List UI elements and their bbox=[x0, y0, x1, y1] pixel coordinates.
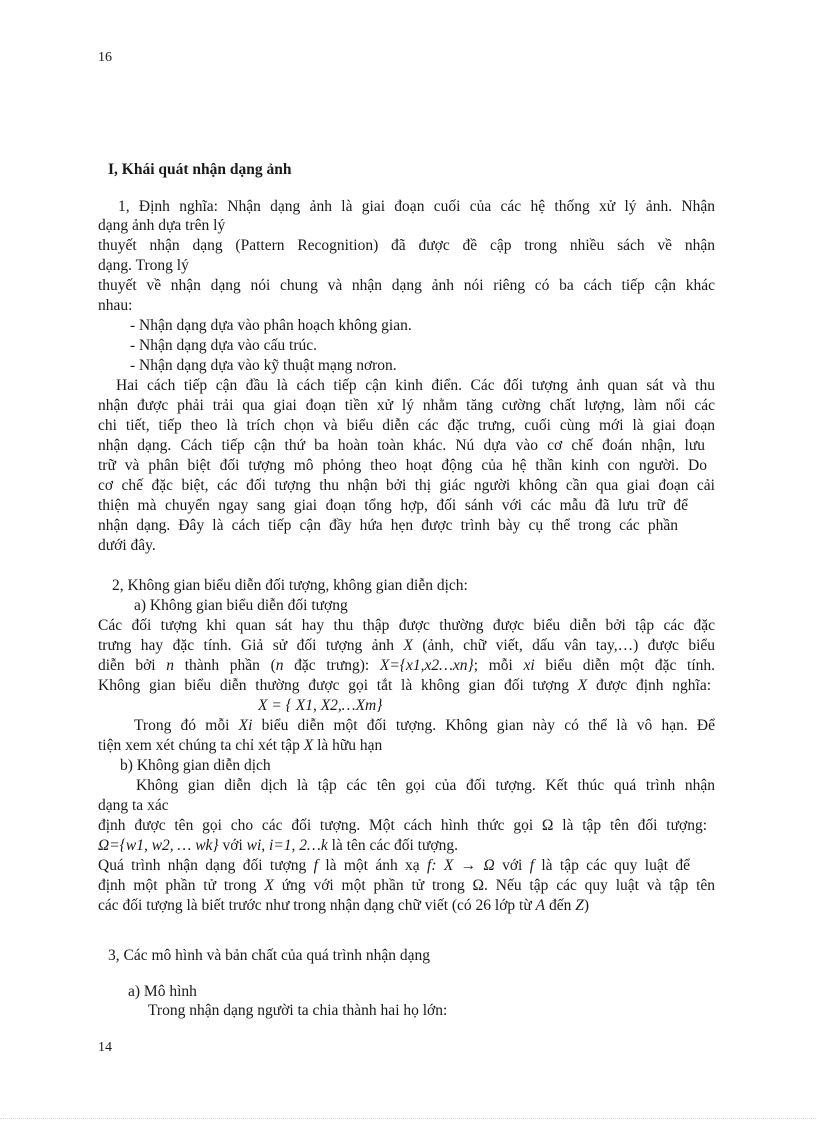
paragraph-line: các đối tượng là biết trước như trong nhận dạng chữ viết (có 26 lớp từ A đến Z) bbox=[98, 897, 590, 914]
definition-line-1: 1, Định nghĩa: Nhận dạng ảnh là giai đoạn cuối của các hệ thống xử lý ảnh. Nhận bbox=[118, 198, 715, 215]
paragraph-line: dưới đây. bbox=[98, 537, 156, 554]
subsection-heading: 3, Các mô hình và bản chất của quá trình nhận dạng bbox=[108, 947, 430, 964]
subsection-heading: 2, Không gian biểu diễn đối tượng, không gian diễn dịch: bbox=[112, 577, 468, 594]
paragraph-line: thiện mà chuyển ngay sang giai đoạn tổng hợp, đối sánh với các mẫu đã lưu trữ để bbox=[98, 497, 688, 514]
paragraph-line: trưng hay đặc tính. Giả sử đối tượng ảnh X (ảnh, chữ viết, dấu vân tay,…) được biểu bbox=[98, 637, 715, 654]
paragraph-line: nhận dạng. Cách tiếp cận thứ ba hoàn toàn khác. Nú dựa vào cơ chế đoán nhận, lưu bbox=[98, 437, 705, 454]
paragraph-line: diễn bởi n thành phần (n đặc trưng): X={x1,x2…xn}; mỗi xi biểu diễn một đặc tính. bbox=[98, 657, 715, 674]
paragraph-line: nhận được phải trải qua giai đoạn tiền xử lý nhằm tăng cường chất lượng, làm nổi các bbox=[98, 397, 715, 414]
section-heading: I, Khái quát nhận dạng ảnh bbox=[108, 161, 292, 178]
page-bottom-divider bbox=[0, 1118, 816, 1119]
bullet-item: - Nhận dạng dựa vào kỹ thuật mạng nơron. bbox=[130, 357, 397, 374]
subsection-b-heading: b) Không gian diễn dịch bbox=[120, 757, 271, 774]
paragraph-line: Quá trình nhận dạng đối tượng f là một ánh xạ f: X → Ω với f là tập các quy luật để bbox=[98, 857, 690, 874]
subsection-a-heading: a) Không gian biểu diễn đối tượng bbox=[134, 597, 348, 614]
paragraph-line: Không gian biểu diễn thường được gọi tắt là không gian đối tượng X được định nghĩa: bbox=[98, 677, 712, 694]
definition-line-3: thuyết nhận dạng (Pattern Recognition) đã được đề cập trong nhiều sách về nhận bbox=[98, 237, 715, 254]
paragraph-line: cơ chế đặc biệt, các đối tượng thu nhận bởi thị giác người không cần qua giai đoạn cải bbox=[98, 477, 715, 494]
paragraph-line: định được tên gọi cho các đối tượng. Một cách hình thức gọi Ω là tập tên đối tượng: bbox=[98, 817, 707, 834]
paragraph-line: chi tiết, tiếp theo là trích chọn và biểu diễn các đặc trưng, cuối cùng mới là giai đoạn bbox=[98, 417, 715, 434]
paragraph-line: dạng ta xác bbox=[98, 797, 169, 814]
paragraph-line: trữ và phân biệt đối tượng mô phỏng theo hoạt động của hệ thần kinh con người. Do bbox=[98, 457, 707, 474]
paragraph-line: Trong đó mỗi Xi biểu diễn một đối tượng. Không gian này có thể là vô hạn. Để bbox=[134, 717, 715, 734]
paragraph-line: Trong nhận dạng người ta chia thành hai họ lớn: bbox=[148, 1002, 448, 1019]
formula: X = { X1, X2,…Xm} bbox=[258, 697, 383, 714]
paragraph-line: nhận dạng. Đây là cách tiếp cận đầy hứa hẹn được trình bày cụ thể trong các phần bbox=[98, 517, 678, 534]
definition-line-5: thuyết về nhận dạng nói chung và nhận dạng ảnh nói riêng có ba cách tiếp cận khác bbox=[98, 277, 715, 294]
page-number-bottom: 14 bbox=[98, 1040, 112, 1055]
bullet-item: - Nhận dạng dựa vào cấu trúc. bbox=[130, 337, 318, 354]
subsection-a-heading: a) Mô hình bbox=[128, 983, 197, 1000]
paragraph-line: Ω={w1, w2, … wk} với wi, i=1, 2…k là tên các đối tượng. bbox=[98, 837, 458, 854]
bullet-item: - Nhận dạng dựa vào phân hoạch không gian. bbox=[130, 317, 412, 334]
definition-line-4: dạng. Trong lý bbox=[98, 257, 189, 274]
paragraph-line: định một phần tử trong X ứng với một phần tử trong Ω. Nếu tập các quy luật và tập tên bbox=[98, 877, 715, 894]
paragraph-line: tiện xem xét chúng ta chỉ xét tập X là hữu hạn bbox=[98, 737, 383, 754]
page-number-top: 16 bbox=[98, 50, 112, 65]
definition-line-6: nhau: bbox=[98, 297, 133, 314]
paragraph-line: Không gian diễn dịch là tập các tên gọi của đối tượng. Kết thúc quá trình nhận bbox=[136, 777, 715, 794]
definition-line-2: dạng ảnh dựa trên lý bbox=[98, 217, 226, 234]
paragraph-line: Hai cách tiếp cận đầu là cách tiếp cận kinh điển. Các đối tượng ảnh quan sát và thu bbox=[116, 377, 715, 394]
paragraph-line: Các đối tượng khi quan sát hay thu thập được thường được biểu diễn bởi tập các đặc bbox=[98, 617, 715, 634]
